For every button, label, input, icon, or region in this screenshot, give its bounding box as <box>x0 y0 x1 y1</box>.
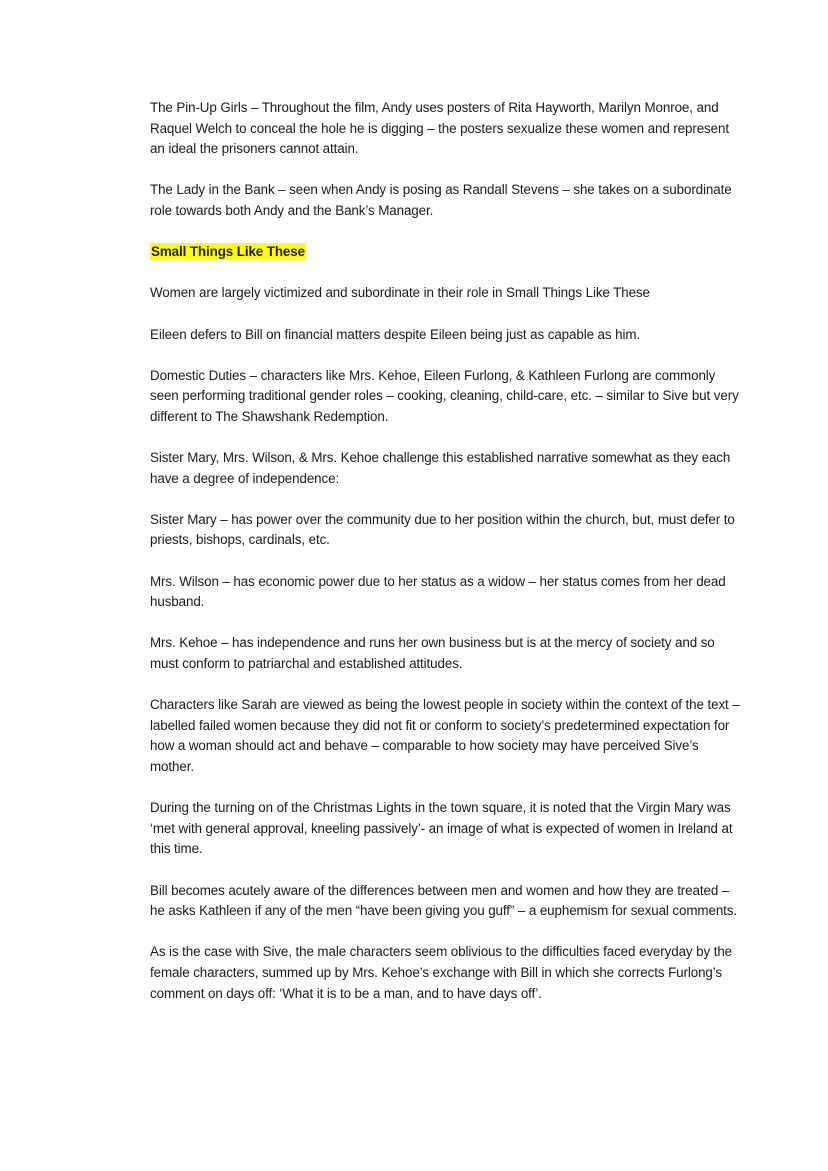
section-heading <box>150 242 740 263</box>
paragraph-lady-in-bank: The Lady in the Bank – seen when Andy is posing as Randall Stevens – she takes on a subordinate role towards both Andy and the Bank’s Manager. <box>150 182 732 218</box>
paragraph-pin-up-girls: The Pin-Up Girls – Throughout the film, Andy uses posters of Rita Hayworth, Marilyn Monroe, and Raquel Welch to conceal the hole he is digging – the posters sexualize these women and represent an ideal the prisoners cannot attain. <box>150 100 729 157</box>
paragraph-sarah: Characters like Sarah are viewed as being the lowest people in society within the context of the text – labelled failed women because they did not fit or conform to society’s predetermined expectation for how a woman should act and behave – comparable to how society may have perceived Sive’s mother. <box>150 697 740 774</box>
highlighted-heading-text: Small Things Like These <box>151 244 305 260</box>
paragraph-bill-aware: Bill becomes acutely aware of the differences between men and women and how they are treated – he asks Kathleen if any of the men “have been giving you guff” – a euphemism for sexual comments. <box>150 882 738 919</box>
paragraph-mrs-kehoe: Mrs. Kehoe – has independence and runs her own business but is at the mercy of society and so must conform to patriarchal and established attitudes. <box>150 635 715 672</box>
paragraph-days-off: As is the case with Sive, the male characters seem oblivious to the difficulties faced everyday by the female characters, summed up by Mrs. Kehoe’s exchange with Bill in which she corrects Furlong’s comment on days off: ‘What it is to be a man, and to have days off’. <box>150 944 733 1001</box>
paragraph-women-victimized: Women are largely victimized and subordinate in their role in Small Things Like These <box>150 285 650 301</box>
paragraph-sister-mary: Sister Mary – has power over the community due to her position within the church, but, must defer to priests, bishops, cardinals, etc. <box>150 511 735 548</box>
paragraph-christmas-lights: During the turning on of the Christmas Lights in the town square, it is noted that the Virgin Mary was ‘met with general approval, kneeling passively’- an image of what is expected of women in Ireland at this time. <box>150 800 733 857</box>
document-page <box>150 98 740 1025</box>
paragraph-eileen-defers: Eileen defers to Bill on financial matters despite Eileen being just as capable as him. <box>150 326 641 342</box>
paragraph-mrs-wilson: Mrs. Wilson – has economic power due to her status as a widow – her status comes from her dead husband. <box>150 573 726 610</box>
paragraph-challenge-narrative: Sister Mary, Mrs. Wilson, & Mrs. Kehoe challenge this established narrative somewhat as they each have a degree of independence: <box>150 450 731 486</box>
paragraph-domestic-duties: Domestic Duties – characters like Mrs. Kehoe, Eileen Furlong, & Kathleen Furlong are commonly seen performing traditional gender roles – cooking, cleaning, child-care, etc. – similar to Sive but very different to The Shawshank Redemption. <box>150 367 739 424</box>
